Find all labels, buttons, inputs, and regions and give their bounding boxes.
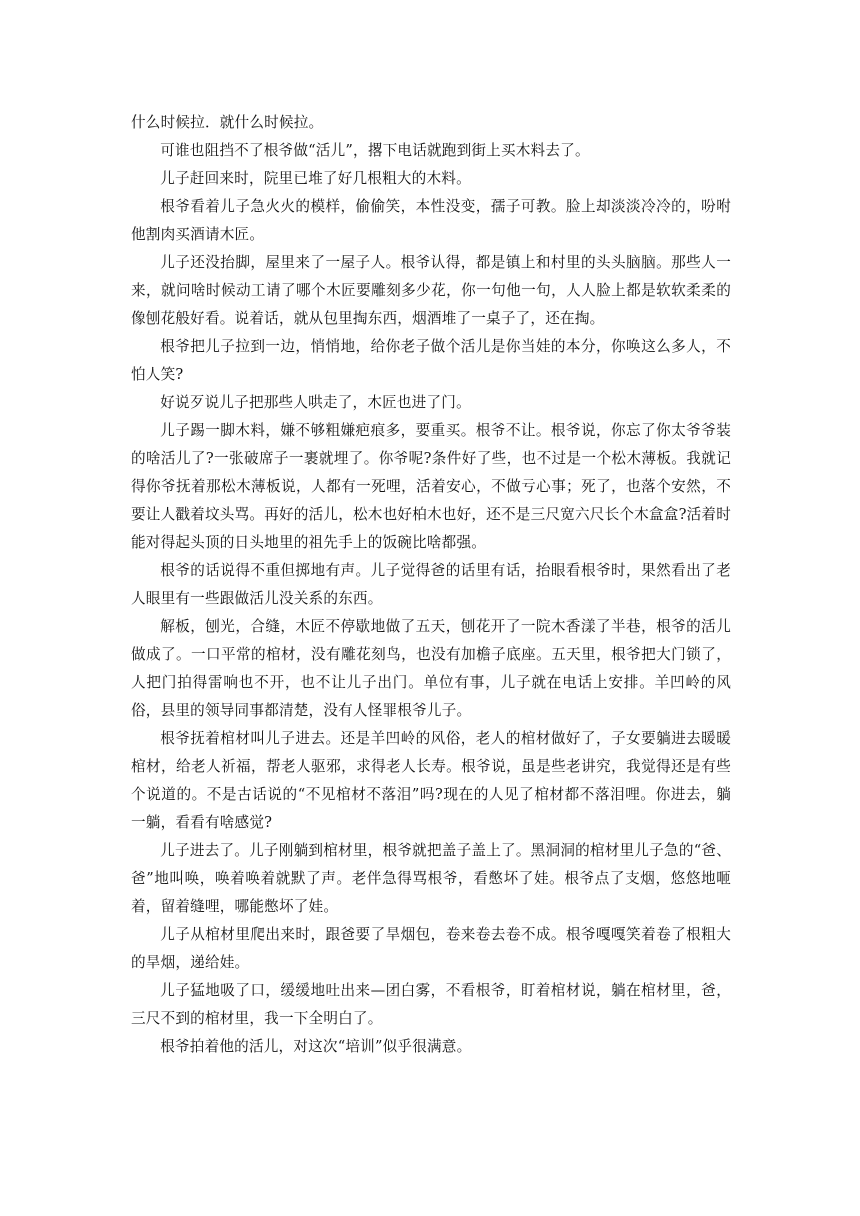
paragraph: 儿子从棺材里爬出来时，跟爸要了旱烟包，卷来卷去卷不成。根爷嘎嘎笑着卷了根粗大的旱烟，递给娃。 (131, 926, 731, 971)
paragraph: 儿子进去了。儿子刚躺到棺材里，根爷就把盖子盖上了。黑洞洞的棺材里儿子急的“爸、爸”地叫唤，唤着唤着就默了声。老伴急得骂根爷，看憋坏了娃。根爷点了支烟，悠悠地咂着，留着缝哩，哪能憋坏了娃。 (131, 842, 731, 915)
paragraph: 根爷拍着他的活儿，对这次“培训”似乎很满意。 (160, 1038, 472, 1055)
paragraph: 根爷把儿子拉到一边，悄悄地，给你老子做个活儿是你当娃的本分，你唤这么多人，不怕人笑? (131, 338, 731, 383)
paragraph: 儿子猛地吸了口，缓缓地吐出来—团白雾，不看根爷，盯着棺材说，躺在棺材里，爸，三尺不到的棺材里，我一下全明白了。 (131, 982, 731, 1027)
paragraph: 儿子还没抬脚，屋里来了一屋子人。根爷认得，都是镇上和村里的头头脑脑。那些人一来，就问啥时候动工请了哪个木匠要雕刻多少花，你一句他一句，人人脸上都是软软柔柔的像刨花般好看。说着话，就从包里掏东西，烟酒堆了一桌子了，还在掏。 (131, 254, 731, 327)
paragraph: 可谁也阻挡不了根爷做“活儿”，撂下电话就跑到街上买木料去了。 (160, 142, 590, 159)
paragraph: 解板，刨光，合缝，木匠不停歇地做了五天，刨花开了一院木香漾了半巷，根爷的活儿做成了。一口平常的棺材，没有雕花刻鸟，也没有加檐子底座。五天里，根爷把大门锁了，人把门拍得雷响也不开，也不让儿子出门。单位有事，儿子就在电话上安排。羊凹岭的风俗，县里的领导同事都清楚，没有人怪罪根爷儿子。 (131, 618, 731, 719)
paragraph: 儿子赶回来时，院里已堆了好几根粗大的木料。 (160, 170, 471, 187)
paragraph: 儿子踢一脚木料，嫌不够粗嫌疤痕多，要重买。根爷不让。根爷说，你忘了你太爷爷装的啥活儿了?一张破席子一裹就埋了。你爷呢?条件好了些，也不过是一个松木薄板。我就记得你爷抚着那松木薄板说，人都有一死哩，活着安心，不做亏心事；死了，也落个安然，不要让人戳着坟头骂。再好的活儿，松木也好柏木也好，还不是三尺宽六尺长个木盒盒?活着时能对得起头顶的日头地里的祖先手上的饭碗比啥都强。 (131, 422, 731, 551)
paragraph: 根爷的话说得不重但掷地有声。儿子觉得爸的话里有话，抬眼看根爷时，果然看出了老人眼里有一些跟做活儿没关系的东西。 (131, 562, 731, 607)
document-body (131, 109, 731, 1061)
paragraph: 什么时候拉．就什么时候拉。 (131, 114, 324, 131)
paragraph: 根爷抚着棺材叫儿子进去。还是羊凹岭的风俗，老人的棺材做好了，子女要躺进去暖暖棺材，给老人祈福，帮老人驱邪，求得老人长寿。根爷说，虽是些老讲究，我觉得还是有些个说道的。不是古话说的“不见棺材不落泪”吗?现在的人见了棺材都不落泪哩。你进去，躺一躺，看看有啥感觉? (131, 730, 731, 831)
paragraph: 好说歹说儿子把那些人哄走了，木匠也进了门。 (160, 394, 471, 411)
paragraph: 根爷看着儿子急火火的模样，偷偷笑，本性没变，孺子可教。脸上却淡淡冷冷的，吩咐他割肉买酒请木匠。 (131, 198, 731, 243)
